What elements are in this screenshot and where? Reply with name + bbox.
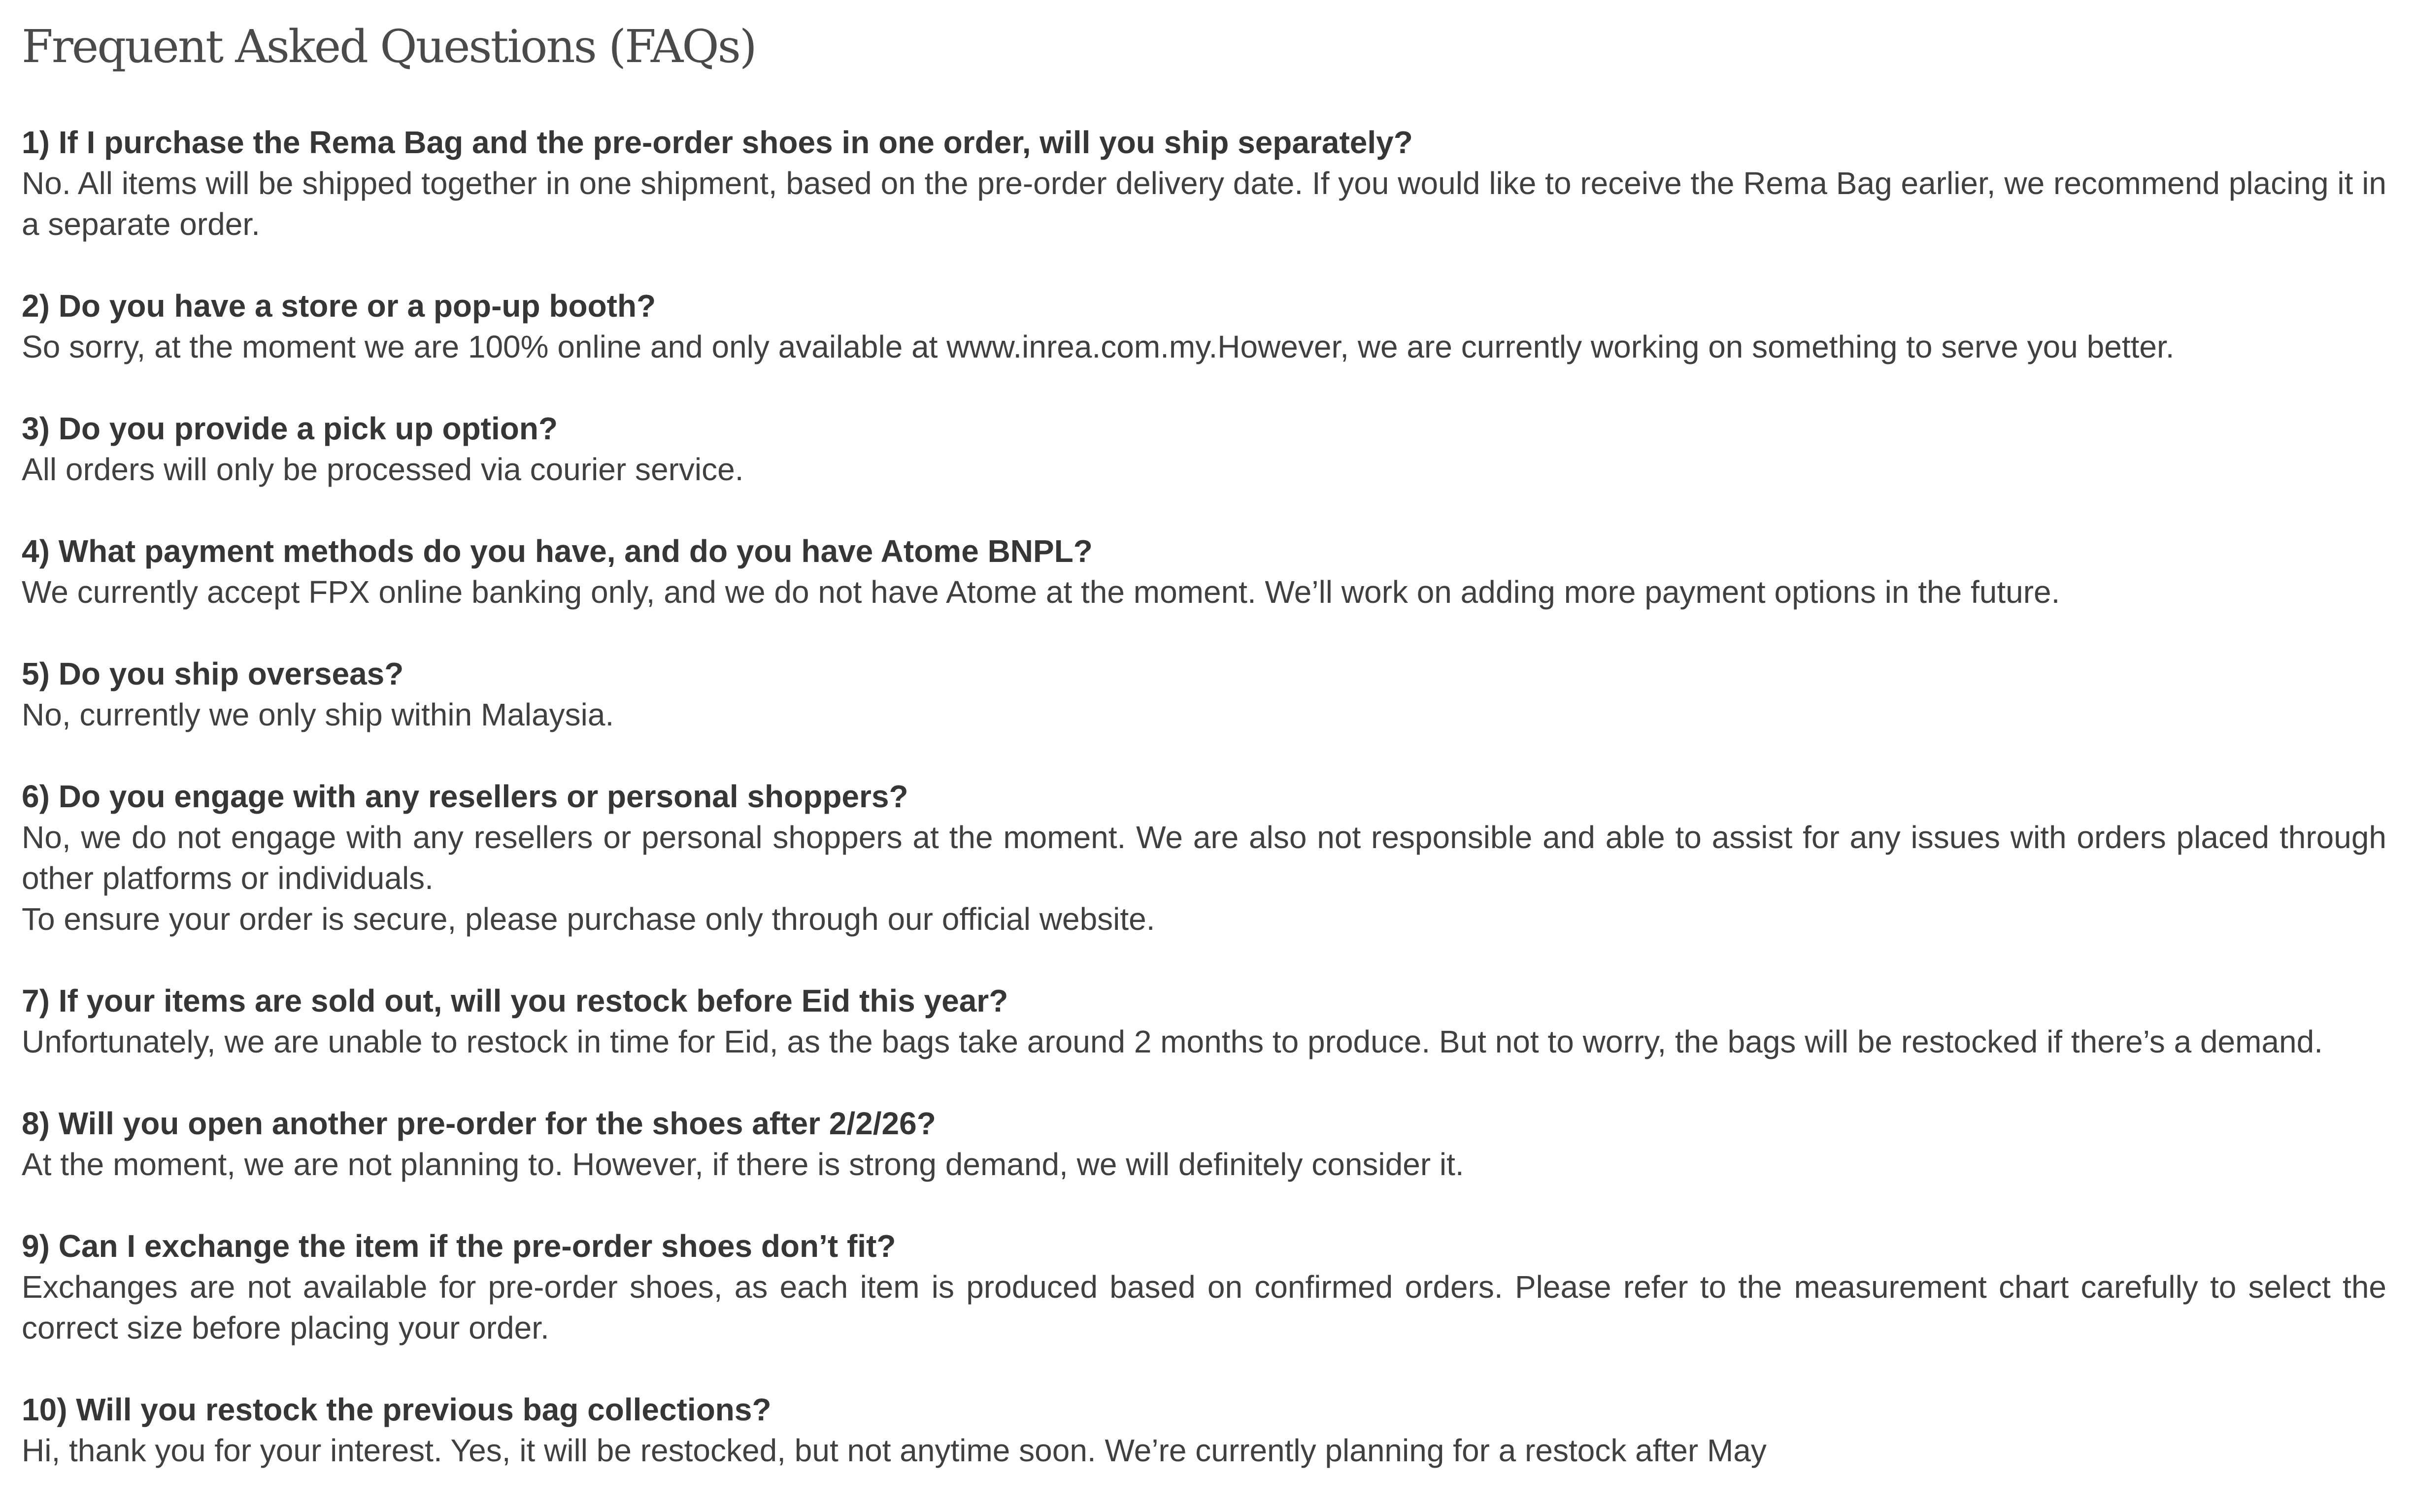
faq-question: 4) What payment methods do you have, and do you have Atome BNPL? (22, 533, 1093, 569)
faq-answer: At the moment, we are not planning to. However, if there is strong demand, we will definitely consider it. (22, 1147, 1464, 1182)
faq-question: 7) If your items are sold out, will you restock before Eid this year? (22, 983, 1008, 1019)
faq-question: 5) Do you ship overseas? (22, 656, 404, 691)
faq-item (22, 1103, 2386, 1185)
faq-answer: To ensure your order is secure, please purchase only through our official website. (22, 901, 1155, 937)
faq-item (22, 654, 2386, 735)
faq-item (22, 286, 2386, 367)
faq-answer: No, currently we only ship within Malaysia. (22, 697, 614, 732)
faq-list (22, 122, 2386, 1471)
faq-item (22, 122, 2386, 245)
faq-answer: Unfortunately, we are unable to restock in time for Eid, as the bags take around 2 months to produce. But not to worry, the bags will be restocked if there’s a demand. (22, 1024, 2323, 1059)
faq-item (22, 531, 2386, 613)
faq-answer: Exchanges are not available for pre-order shoes, as each item is produced based on confirmed orders. Please refer to the measurement chart carefully to select the correct size before placing your order. (22, 1269, 2386, 1346)
faq-question: 9) Can I exchange the item if the pre-order shoes don’t fit? (22, 1228, 896, 1264)
faq-item (22, 408, 2386, 490)
faq-answer: No, we do not engage with any resellers or personal shoppers at the moment. We are also not responsible and able to assist for any issues with orders placed through other platforms or individuals. (22, 820, 2386, 896)
page-title: Frequent Asked Questions (FAQs) (22, 20, 756, 73)
faq-answer: No. All items will be shipped together in one shipment, based on the pre-order delivery date. If you would like to receive the Rema Bag earlier, we recommend placing it in a separate order. (22, 165, 2386, 242)
faq-answer: All orders will only be processed via courier service. (22, 452, 744, 487)
faq-question: 6) Do you engage with any resellers or personal shoppers? (22, 779, 908, 814)
faq-question: 3) Do you provide a pick up option? (22, 411, 558, 446)
faq-item (22, 981, 2386, 1062)
faq-question: 2) Do you have a store or a pop-up booth? (22, 288, 656, 324)
faq-question: 8) Will you open another pre-order for the shoes after 2/2/26? (22, 1106, 936, 1141)
faq-answer: Hi, thank you for your interest. Yes, it will be restocked, but not anytime soon. We’re currently planning for a restock after May (22, 1433, 1767, 1468)
faq-item (22, 1389, 2386, 1471)
faq-answer: We currently accept FPX online banking only, and we do not have Atome at the moment. We’ll work on adding more payment options in the future. (22, 574, 2060, 610)
faq-item (22, 776, 2386, 940)
faq-answer: So sorry, at the moment we are 100% online and only available at www.inrea.com.my.However, we are currently working on something to serve you better. (22, 329, 2175, 364)
faq-question: 10) Will you restock the previous bag collections? (22, 1392, 771, 1427)
faq-page (22, 15, 2386, 1512)
faq-item (22, 1226, 2386, 1348)
faq-question: 1) If I purchase the Rema Bag and the pre-order shoes in one order, will you ship separately? (22, 125, 1413, 160)
